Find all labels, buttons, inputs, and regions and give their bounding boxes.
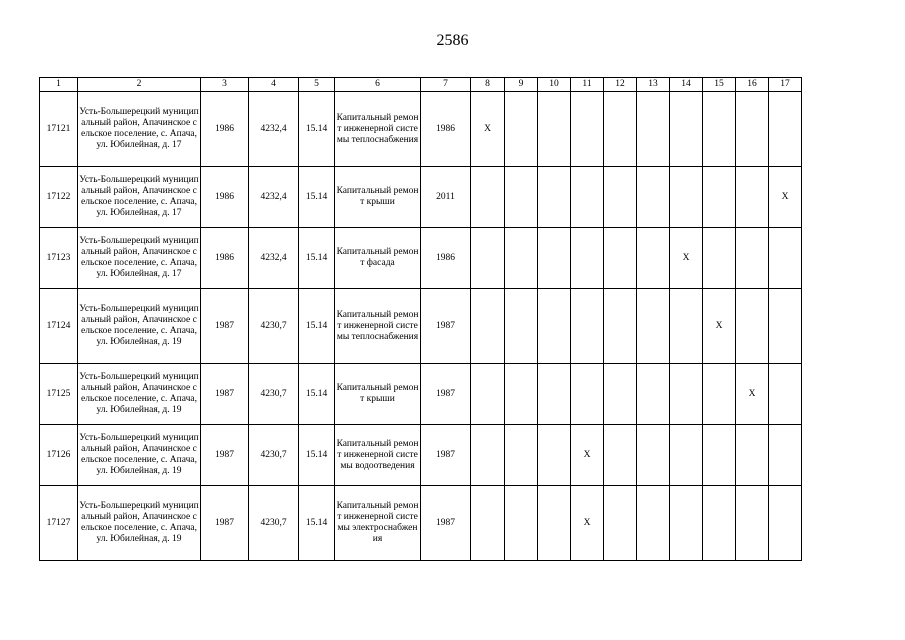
build-year-cell: 1986 <box>201 228 249 289</box>
mark-cell <box>604 486 637 561</box>
column-header: 14 <box>670 78 703 92</box>
mark-cell <box>538 289 571 364</box>
mark-cell <box>637 228 670 289</box>
mark-cell <box>471 425 505 486</box>
mark-cell <box>505 486 538 561</box>
build-year-cell: 1987 <box>201 364 249 425</box>
address-cell: Усть-Большерецкий муниципальный район, Апачинское сельское поселение, с. Апача, ул. Юбилейная, д. 19 <box>78 486 201 561</box>
table-row <box>40 425 802 486</box>
mark-cell <box>769 228 802 289</box>
mark-cell <box>604 92 637 167</box>
mark-cell <box>505 425 538 486</box>
area-cell: 4232,4 <box>249 167 299 228</box>
mark-cell <box>604 425 637 486</box>
plan-year-cell: 1986 <box>421 228 471 289</box>
mark-cell <box>571 92 604 167</box>
mark-cell <box>538 167 571 228</box>
column-header: 5 <box>299 78 335 92</box>
mark-cell <box>769 486 802 561</box>
area-cell: 4230,7 <box>249 289 299 364</box>
column-header: 11 <box>571 78 604 92</box>
table-row <box>40 92 802 167</box>
mark-cell <box>571 364 604 425</box>
row-id-cell: 17124 <box>40 289 78 364</box>
mark-cell <box>637 167 670 228</box>
mark-cell <box>471 364 505 425</box>
column-header: 1 <box>40 78 78 92</box>
column-header: 4 <box>249 78 299 92</box>
mark-cell <box>505 228 538 289</box>
mark-cell <box>736 92 769 167</box>
mark-cell <box>604 364 637 425</box>
table-row <box>40 289 802 364</box>
address-cell: Усть-Большерецкий муниципальный район, Апачинское сельское поселение, с. Апача, ул. Юбилейная, д. 17 <box>78 92 201 167</box>
mark-cell <box>670 289 703 364</box>
mark-cell: X <box>769 167 802 228</box>
build-year-cell: 1986 <box>201 167 249 228</box>
mark-cell: X <box>571 425 604 486</box>
work-type-cell: Капитальный ремонт крыши <box>335 167 421 228</box>
mark-cell <box>703 486 736 561</box>
column-header: 3 <box>201 78 249 92</box>
row-id-cell: 17123 <box>40 228 78 289</box>
work-type-cell: Капитальный ремонт инженерной системы теплоснабжения <box>335 289 421 364</box>
mark-cell <box>637 92 670 167</box>
plan-year-cell: 1987 <box>421 486 471 561</box>
mark-cell <box>670 486 703 561</box>
work-type-cell: Капитальный ремонт инженерной системы водоотведения <box>335 425 421 486</box>
mark-cell <box>604 289 637 364</box>
mark-cell <box>471 289 505 364</box>
mark-cell <box>505 92 538 167</box>
column-header: 17 <box>769 78 802 92</box>
mark-cell: X <box>703 289 736 364</box>
mark-cell <box>670 364 703 425</box>
plan-year-cell: 2011 <box>421 167 471 228</box>
column-header: 7 <box>421 78 471 92</box>
row-id-cell: 17125 <box>40 364 78 425</box>
page-number: 2586 <box>436 32 469 49</box>
address-cell: Усть-Большерецкий муниципальный район, Апачинское сельское поселение, с. Апача, ул. Юбилейная, д. 19 <box>78 425 201 486</box>
code-cell: 15.14 <box>299 228 335 289</box>
area-cell: 4230,7 <box>249 486 299 561</box>
table-row <box>40 228 802 289</box>
mark-cell <box>571 228 604 289</box>
build-year-cell: 1986 <box>201 92 249 167</box>
column-header: 6 <box>335 78 421 92</box>
table-row <box>40 167 802 228</box>
mark-cell <box>538 425 571 486</box>
mark-cell <box>538 228 571 289</box>
repair-registry-table <box>39 77 802 561</box>
mark-cell <box>637 289 670 364</box>
plan-year-cell: 1987 <box>421 425 471 486</box>
column-header: 8 <box>471 78 505 92</box>
column-number-row <box>40 78 802 92</box>
build-year-cell: 1987 <box>201 486 249 561</box>
mark-cell <box>736 289 769 364</box>
mark-cell <box>538 364 571 425</box>
column-header: 9 <box>505 78 538 92</box>
mark-cell <box>736 486 769 561</box>
mark-cell <box>604 167 637 228</box>
mark-cell <box>736 425 769 486</box>
mark-cell <box>769 92 802 167</box>
mark-cell <box>505 289 538 364</box>
code-cell: 15.14 <box>299 425 335 486</box>
row-id-cell: 17122 <box>40 167 78 228</box>
mark-cell: X <box>736 364 769 425</box>
mark-cell <box>471 167 505 228</box>
row-id-cell: 17127 <box>40 486 78 561</box>
mark-cell: X <box>670 228 703 289</box>
row-id-cell: 17126 <box>40 425 78 486</box>
address-cell: Усть-Большерецкий муниципальный район, Апачинское сельское поселение, с. Апача, ул. Юбилейная, д. 17 <box>78 228 201 289</box>
column-header: 13 <box>637 78 670 92</box>
mark-cell <box>538 486 571 561</box>
mark-cell <box>670 167 703 228</box>
column-header: 12 <box>604 78 637 92</box>
mark-cell <box>703 364 736 425</box>
build-year-cell: 1987 <box>201 425 249 486</box>
column-header: 2 <box>78 78 201 92</box>
work-type-cell: Капитальный ремонт инженерной системы электроснабжения <box>335 486 421 561</box>
build-year-cell: 1987 <box>201 289 249 364</box>
mark-cell <box>769 425 802 486</box>
mark-cell <box>471 486 505 561</box>
table-row <box>40 364 802 425</box>
mark-cell <box>703 228 736 289</box>
mark-cell <box>571 289 604 364</box>
plan-year-cell: 1986 <box>421 92 471 167</box>
work-type-cell: Капитальный ремонт крыши <box>335 364 421 425</box>
work-type-cell: Капитальный ремонт инженерной системы теплоснабжения <box>335 92 421 167</box>
mark-cell <box>769 364 802 425</box>
table-row <box>40 486 802 561</box>
plan-year-cell: 1987 <box>421 364 471 425</box>
column-header: 16 <box>736 78 769 92</box>
row-id-cell: 17121 <box>40 92 78 167</box>
mark-cell: X <box>571 486 604 561</box>
mark-cell <box>703 92 736 167</box>
mark-cell <box>538 92 571 167</box>
address-cell: Усть-Большерецкий муниципальный район, Апачинское сельское поселение, с. Апача, ул. Юбилейная, д. 19 <box>78 289 201 364</box>
plan-year-cell: 1987 <box>421 289 471 364</box>
mark-cell <box>670 92 703 167</box>
address-cell: Усть-Большерецкий муниципальный район, Апачинское сельское поселение, с. Апача, ул. Юбилейная, д. 17 <box>78 167 201 228</box>
mark-cell <box>769 289 802 364</box>
code-cell: 15.14 <box>299 92 335 167</box>
mark-cell <box>703 167 736 228</box>
mark-cell: X <box>471 92 505 167</box>
mark-cell <box>604 228 637 289</box>
mark-cell <box>703 425 736 486</box>
column-header: 15 <box>703 78 736 92</box>
code-cell: 15.14 <box>299 364 335 425</box>
code-cell: 15.14 <box>299 486 335 561</box>
mark-cell <box>637 425 670 486</box>
area-cell: 4230,7 <box>249 364 299 425</box>
mark-cell <box>637 364 670 425</box>
code-cell: 15.14 <box>299 167 335 228</box>
mark-cell <box>736 228 769 289</box>
address-cell: Усть-Большерецкий муниципальный район, Апачинское сельское поселение, с. Апача, ул. Юбилейная, д. 19 <box>78 364 201 425</box>
mark-cell <box>471 228 505 289</box>
mark-cell <box>571 167 604 228</box>
mark-cell <box>505 167 538 228</box>
mark-cell <box>637 486 670 561</box>
mark-cell <box>736 167 769 228</box>
area-cell: 4232,4 <box>249 228 299 289</box>
work-type-cell: Капитальный ремонт фасада <box>335 228 421 289</box>
code-cell: 15.14 <box>299 289 335 364</box>
mark-cell <box>505 364 538 425</box>
area-cell: 4230,7 <box>249 425 299 486</box>
area-cell: 4232,4 <box>249 92 299 167</box>
column-header: 10 <box>538 78 571 92</box>
mark-cell <box>670 425 703 486</box>
